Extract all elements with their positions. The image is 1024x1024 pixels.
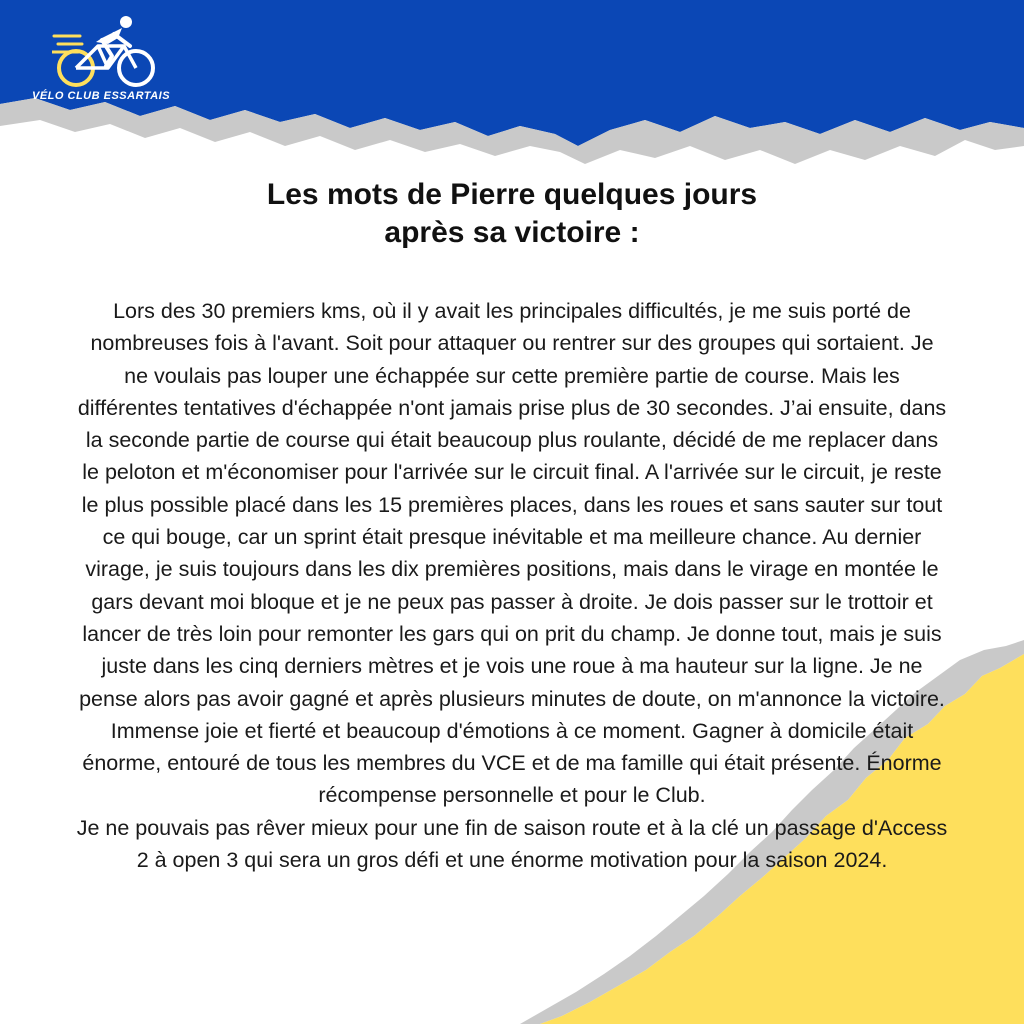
club-name-text: VÉLO CLUB ESSARTAIS <box>32 90 171 102</box>
club-logo <box>32 12 182 107</box>
page-title <box>100 176 924 252</box>
title-line-2: après sa victoire : <box>384 216 640 249</box>
cyclist-icon <box>52 12 162 90</box>
title-line-1: Les mots de Pierre quelques jours <box>266 178 758 211</box>
testimonial-paragraph-1: Lors des 30 premiers kms, où il y avait les principales difficultés, je me suis porté de nombreuses fois à l'avant. Soit pour attaquer ou rentrer sur des groupes qui sortaient. Je ne voulais pas louper une échappée sur cette première partie de course. Mais les différentes tentatives d'échappée n'ont jamais prise plus de 30 secondes. J’ai ensuite, dans la seconde partie de course qui était beaucoup plus roulante, décidé de me replacer dans le peloton et m'économiser pour l'arrivée sur le circuit final. A l'arrivée sur le circuit, je reste le plus possible placé dans les 15 premières places, dans les roues et sans sauter sur tout ce qui bouge, car un sprint était presque inévitable et ma meilleure chance. Au dernier virage, je suis toujours dans les dix premières positions, mais dans le virage en montée le gars devant moi bloque et je ne peux pas passer à droite. Je dois passer sur le trottoir et lancer de très loin pour remonter les gars qui on prit du champ. Je donne tout, mais je suis juste dans les cinq derniers mètres et je vois une roue à ma hauteur sur la ligne. Je ne pense alors pas avoir gagné et après plusieurs minutes de doute, on m'annonce la victoire. Immense joie et fierté et beaucoup d'émotions à ce moment. Gagner à domicile était énorme, entouré de tous les membres du VCE et de ma famille qui était présente. Énorme récompense personnelle et pour le Club. <box>77 299 947 808</box>
testimonial-body <box>76 295 948 876</box>
testimonial-paragraph-2: Je ne pouvais pas rêver mieux pour une fin de saison route et à la clé un passage d'Access 2 à open 3 qui sera un gros défi et une énorme motivation pour la saison 2024. <box>76 815 948 873</box>
